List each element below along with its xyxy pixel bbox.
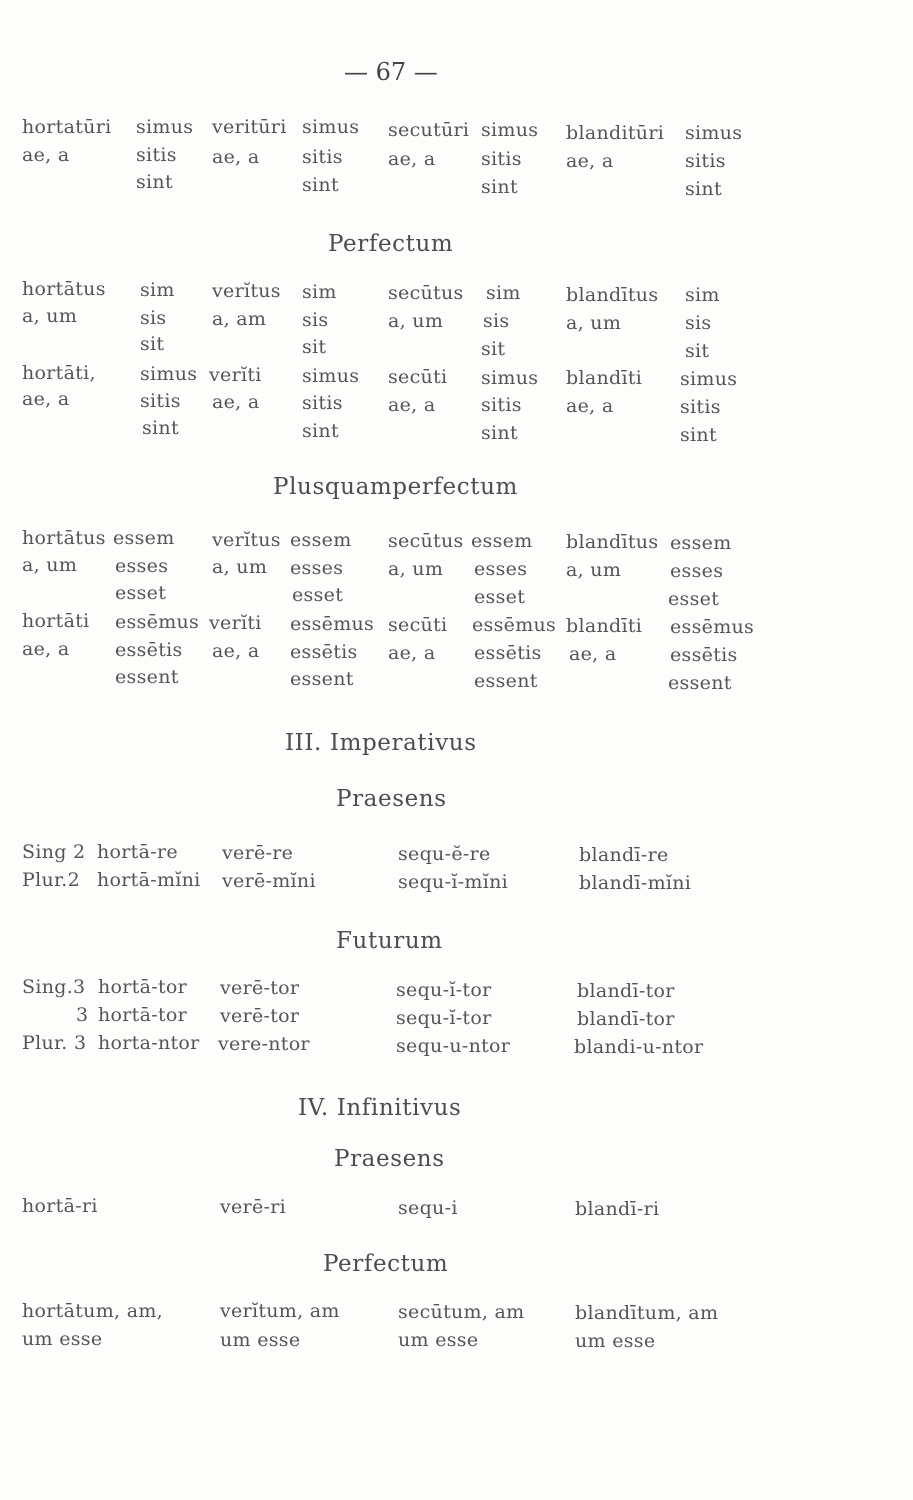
subheading-praesens: Praesens [336,786,447,812]
word: essent [474,670,538,692]
word: hortatūri [22,116,112,138]
word: sint [302,420,339,442]
word: essēmus [290,613,375,635]
word: hortā-tor [98,1004,187,1026]
word: blandī-tor [577,980,675,1002]
word: um esse [220,1329,301,1351]
section-heading-imperativus: III. Imperativus [285,730,477,756]
word: ae, a [388,148,436,170]
word: simus [685,122,743,144]
word: sint [680,424,717,446]
word: a, am [212,308,267,330]
word: essēmus [670,616,755,638]
word: sit [302,336,327,358]
word: essētis [474,642,542,664]
word: essent [668,672,732,694]
word: blandī-mĭni [579,872,692,894]
word: simus [140,363,198,385]
word: blandīti [566,367,643,389]
word: a, um [22,554,78,576]
word: hortā-re [97,841,178,863]
word: essem [290,529,352,551]
word: essem [670,532,732,554]
word: verĭtum, am [220,1300,340,1322]
word: essēmus [472,614,557,636]
word: ae, a [388,642,436,664]
word: esses [670,560,724,582]
word: hortātus [22,527,106,549]
word: vere-ntor [218,1033,310,1055]
word: hortātus [22,278,106,300]
word: esses [290,557,344,579]
word: verē-tor [220,1005,300,1027]
word: sit [685,340,710,362]
word: blandi-u-ntor [574,1036,704,1058]
word: ae, a [212,146,260,168]
word: Sing.3 [22,976,86,998]
word: ae, a [566,395,614,417]
word: sis [685,312,712,334]
word: sim [486,282,521,304]
word: a, um [212,556,268,578]
word: Plur. 3 [22,1032,87,1054]
word: simus [302,116,360,138]
word: essētis [670,644,738,666]
word: sequ-ĭ-mĭni [398,871,509,893]
word: sis [140,307,167,329]
word: sitis [481,148,522,170]
word: ae, a [566,150,614,172]
word: verē-re [222,842,294,864]
word: esset [115,582,167,604]
word: blandī-re [579,844,669,866]
word: sitis [685,150,726,172]
word: um esse [22,1328,103,1350]
word: sequ-i [398,1197,458,1219]
subheading-praesens: Praesens [334,1146,445,1172]
word: verē-mĭni [222,870,316,892]
word: esset [474,586,526,608]
word: sint [136,171,173,193]
word: sint [481,422,518,444]
word: ae, a [569,643,617,665]
word: ae, a [212,640,260,662]
word: 3 [76,1004,89,1026]
word: sequ-ĭ-tor [396,979,492,1001]
word: essētis [290,641,358,663]
word: a, um [388,558,444,580]
word: sis [302,309,329,331]
word: secūtus [388,282,464,304]
word: ae, a [22,638,70,660]
word: blandī-tor [577,1008,675,1030]
word: secūtum, am [398,1301,525,1323]
word: verē-tor [220,977,300,999]
word: sequ-ĭ-tor [396,1007,492,1029]
word: verĭtus [212,280,281,302]
word: hortāti, [22,362,96,384]
subheading-perfectum: Perfectum [323,1251,449,1277]
word: sequ-u-ntor [396,1035,511,1057]
word: esses [474,558,528,580]
word: sint [302,174,339,196]
word: simus [136,116,194,138]
word: esset [668,588,720,610]
word: sint [481,176,518,198]
word: essēmus [115,611,200,633]
word: esses [115,555,169,577]
word: a, um [566,312,622,334]
word: blandīti [566,615,643,637]
word: a, um [566,559,622,581]
word: sitis [302,146,343,168]
word: verĭtus [212,529,281,551]
word: verē-ri [220,1196,286,1218]
word: Sing 2 [22,841,86,863]
word: hortā-ri [22,1195,98,1217]
word: sis [483,310,510,332]
word: blandī-ri [575,1198,660,1220]
word: verĭti [209,364,262,386]
word: secūti [388,366,448,388]
word: blandītus [566,284,659,306]
word: verĭti [209,612,262,634]
word: simus [481,119,539,141]
word: sint [685,178,722,200]
section-heading-plusquamperfectum: Plusquamperfectum [273,474,518,500]
word: ae, a [388,394,436,416]
word: sim [140,279,175,301]
word: essem [471,530,533,552]
word: sim [302,281,337,303]
word: blanditūri [566,122,665,144]
word: ae, a [22,388,70,410]
word: veritūri [212,116,287,138]
word: sint [142,417,179,439]
word: sequ-ĕ-re [398,843,491,865]
section-heading-perfectum: Perfectum [328,231,454,257]
word: essētis [115,639,183,661]
word: essent [115,666,179,688]
word: secutūri [388,119,470,141]
word: Plur.2 [22,869,81,891]
word: sit [140,333,165,355]
word: essem [113,527,175,549]
word: secūti [388,614,448,636]
word: hortātum, am, [22,1300,163,1322]
word: sitis [302,392,343,414]
word: horta-ntor [98,1032,200,1054]
word: simus [481,367,539,389]
section-heading-infinitivus: IV. Infinitivus [298,1095,462,1121]
word: um esse [398,1329,479,1351]
word: esset [292,584,344,606]
word: a, um [22,305,78,327]
word: hortā-tor [98,976,187,998]
word: sitis [136,144,177,166]
word: blandītum, am [575,1302,719,1324]
word: ae, a [212,391,260,413]
word: hortā-mĭni [97,869,201,891]
word: hortāti [22,610,90,632]
word: sit [481,338,506,360]
word: ae, a [22,144,70,166]
word: sitis [140,390,181,412]
subheading-futurum: Futurum [336,928,443,954]
word: sim [685,284,720,306]
page-number: — 67 — [344,58,438,86]
word: secūtus [388,530,464,552]
word: simus [302,365,360,387]
word: um esse [575,1330,656,1352]
word: simus [680,368,738,390]
word: a, um [388,310,444,332]
word: blandītus [566,531,659,553]
word: sitis [481,394,522,416]
word: essent [290,668,354,690]
word: sitis [680,396,721,418]
